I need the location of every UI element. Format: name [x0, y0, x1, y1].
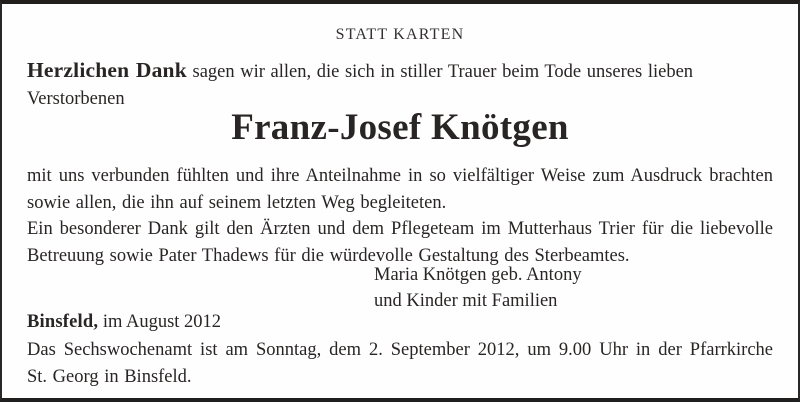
dateline-date: im August 2012 — [98, 312, 222, 332]
special-thanks-line2: Betreuung sowie Pater Thadews für die würdevolle Gestaltung des Sterbeamtes. — [27, 245, 630, 266]
service-announcement-line1: Das Sechswochenamt ist am Sonntag, dem 2. September 2012, um 9.00 Uhr in der Pfarrkirche — [27, 340, 773, 360]
deceased-name: Franz-Josef Knötgen — [231, 107, 569, 148]
mourners-signature — [374, 263, 773, 314]
intro-bold-herzlichen-dank: Herzlichen Dank — [27, 58, 187, 82]
mourner-line2: und Kinder mit Familien — [374, 290, 558, 311]
thanks-paragraph-line1: mit uns verbunden fühlten und ihre Anteilnahme in so vielfältiger Weise zum Ausdruck brachten — [27, 166, 773, 186]
thanks-paragraph-line2: sowie allen, die ihn auf seinem letzten Weg begleiteten. — [27, 192, 447, 213]
thanks-paragraph — [27, 163, 773, 216]
intro-text: sagen wir allen, die sich in stiller Trauer beim Tode unseres lieben Verstorbenen — [27, 62, 694, 109]
dateline-place: Binsfeld, — [27, 312, 99, 332]
preheader-statt-karten: STATT KARTEN — [335, 26, 465, 43]
place-dateline — [27, 312, 773, 333]
special-thanks-line1: Ein besonderer Dank gilt den Ärzten und dem Pflegeteam im Mutterhaus Trier für die liebevolle — [27, 219, 773, 239]
mourner-line1: Maria Knötgen geb. Antony — [374, 265, 582, 285]
special-thanks-paragraph — [27, 216, 773, 269]
intro-paragraph — [27, 57, 773, 113]
service-announcement-line2: St. Georg in Binsfeld. — [27, 366, 192, 387]
service-announcement — [27, 337, 773, 390]
